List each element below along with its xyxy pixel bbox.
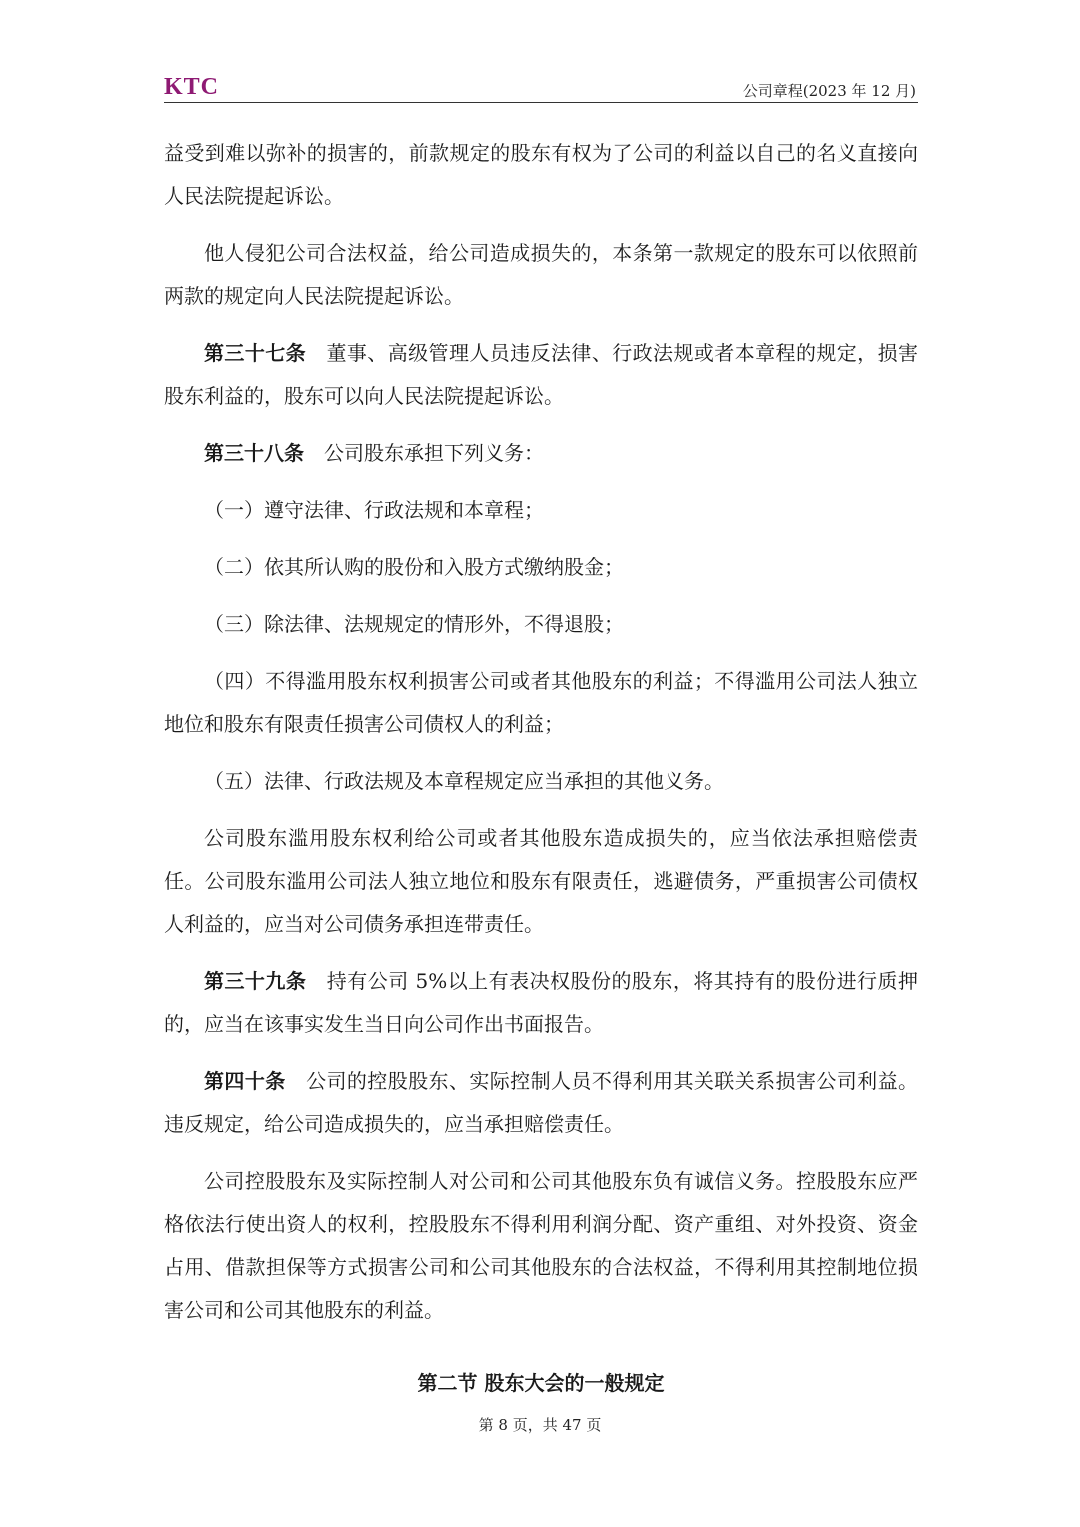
paragraph	[164, 1160, 918, 1332]
article-38	[164, 432, 918, 475]
article-number: 第三十七条	[204, 341, 307, 365]
article-number: 第三十九条	[204, 969, 307, 993]
page-header	[164, 72, 918, 103]
document-title: 公司章程(2023 年 12 月)	[742, 82, 916, 100]
paragraph-text: 公司的控股股东、实际控制人员不得利用其关联关系损害公司利益。违反规定，给公司造成损失的，应当承担赔偿责任。	[164, 1069, 919, 1136]
list-item	[164, 603, 918, 646]
paragraph-text: （四）不得滥用股东权利损害公司或者其他股东的利益；不得滥用公司法人独立地位和股东有限责任损害公司债权人的利益；	[164, 669, 918, 736]
article-40	[164, 1060, 918, 1146]
company-logo: KTC	[164, 74, 220, 100]
paragraph	[164, 232, 918, 318]
page-number: 第 8 页，共 47 页	[478, 1416, 602, 1434]
paragraph-text: 公司控股股东及实际控制人对公司和公司其他股东负有诚信义务。控股股东应严格依法行使出资人的权利，控股股东不得利用利润分配、资产重组、对外投资、资金占用、借款担保等方式损害公司和公司其他股东的合法权益，不得利用其控制地位损害公司和公司其他股东的利益。	[164, 1169, 918, 1322]
paragraph-text: 益受到难以弥补的损害的，前款规定的股东有权为了公司的利益以自己的名义直接向人民法院提起诉讼。	[164, 141, 918, 208]
paragraph-text: （一）遵守法律、行政法规和本章程；	[204, 498, 544, 522]
paragraph-text: （二）依其所认购的股份和入股方式缴纳股金；	[204, 555, 624, 579]
list-item	[164, 660, 918, 746]
paragraph-text: 他人侵犯公司合法权益，给公司造成损失的，本条第一款规定的股东可以依照前两款的规定向人民法院提起诉讼。	[164, 241, 918, 308]
paragraph-text: 公司股东承担下列义务：	[324, 441, 544, 465]
article-39	[164, 960, 918, 1046]
list-item	[164, 760, 918, 803]
paragraph-text: 董事、高级管理人员违反法律、行政法规或者本章程的规定，损害股东利益的，股东可以向人民法院提起诉讼。	[164, 341, 919, 408]
paragraph-text: 持有公司 5%以上有表决权股份的股东，将其持有的股份进行质押的，应当在该事实发生当日向公司作出书面报告。	[164, 969, 918, 1036]
article-number: 第四十条	[204, 1069, 286, 1093]
article-37	[164, 332, 918, 418]
paragraph-text: （五）法律、行政法规及本章程规定应当承担的其他义务。	[204, 769, 724, 793]
list-item	[164, 489, 918, 532]
paragraph	[164, 132, 918, 218]
list-item	[164, 546, 918, 589]
document-body	[164, 132, 918, 1405]
paragraph-text: （三）除法律、法规规定的情形外，不得退股；	[204, 612, 624, 636]
article-number: 第三十八条	[204, 441, 304, 465]
paragraph	[164, 817, 918, 946]
section-heading: 第二节 股东大会的一般规定	[417, 1371, 665, 1395]
paragraph-text: 公司股东滥用股东权利给公司或者其他股东造成损失的，应当依法承担赔偿责任。公司股东滥用公司法人独立地位和股东有限责任，逃避债务，严重损害公司债权人利益的，应当对公司债务承担连带责任。	[164, 826, 918, 936]
